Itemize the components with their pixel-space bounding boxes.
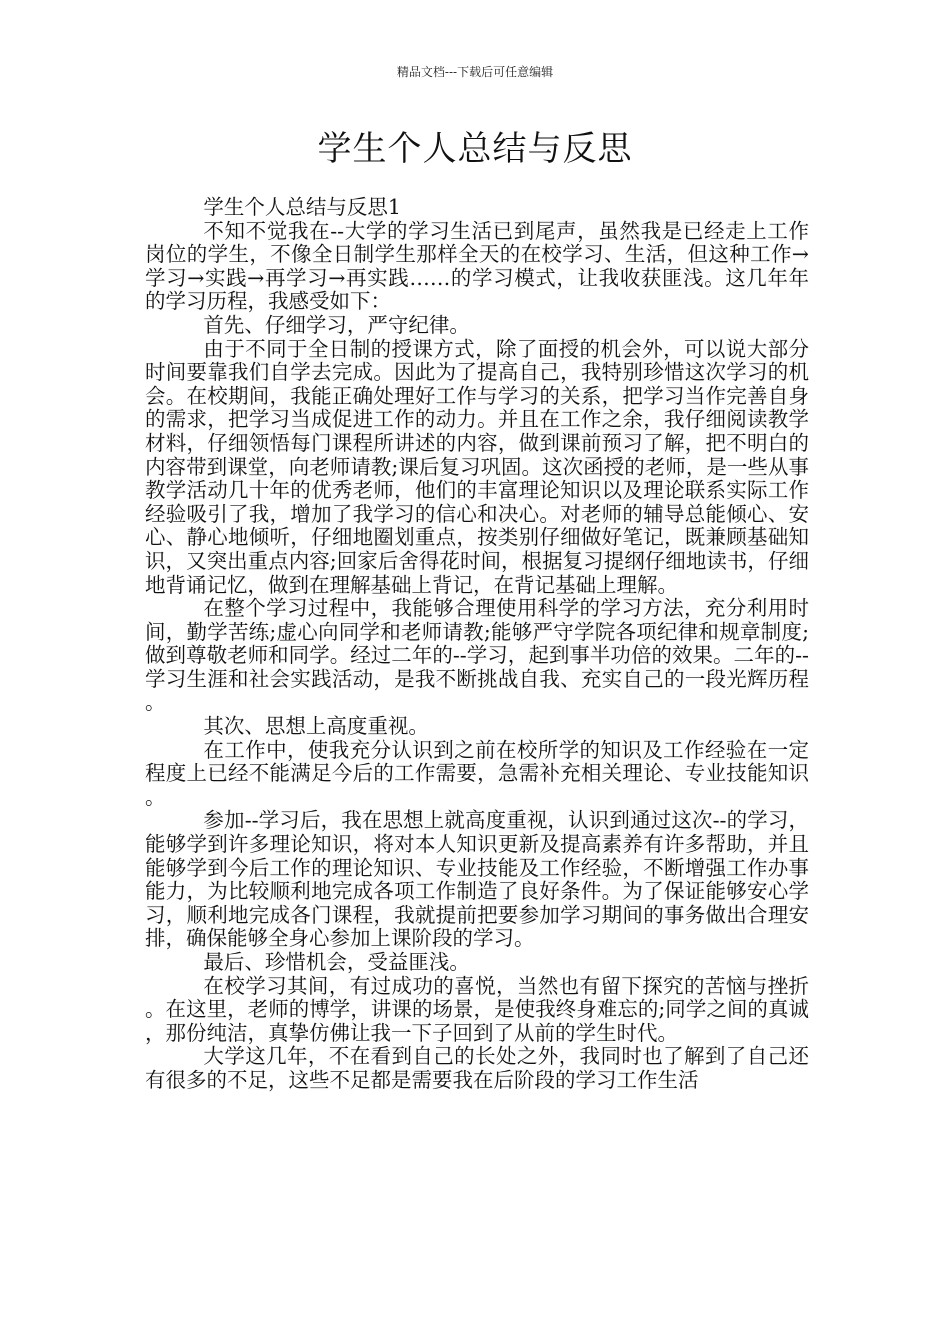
section-heading: 学生个人总结与反思1 [203,195,401,219]
paragraph: 不知不觉我在--大学的学习生活已到尾声，虽然我是已经走上工作岗位的学生，不像全日制学生那样全天的在校学习、生活，但这种工作→学习→实践→再学习→再实践……的学习模式，让我收获匪浅。这几年年的学习历程，我感受如下： [145,218,809,314]
paragraph: 由于不同于全日制的授课方式，除了面授的机会外，可以说大部分时间要靠我们自学去完成。因此为了提高自己，我特别珍惜这次学习的机会。在校期间，我能正确处理好工作与学习的关系，把学习当作完善自身的需求，把学习当成促进工作的动力。并且在工作之余，我仔细阅读教学材料，仔细领悟每门课程所讲述的内容，做到课前预习了解，把不明白的内容带到课堂，向老师请教;课后复习巩固。这次函授的老师，是一些从事教学活动几十年的优秀老师，他们的丰富理论知识以及理论联系实际工作经验吸引了我，增加了我学习的信心和决心。对老师的辅导总能倾心、安心、静心地倾听，仔细地圈划重点，按类别仔细做好笔记，既兼顾基础知识，又突出重点内容;回家后舍得花时间，根据复习提纲仔细地读书，仔细地背诵记忆，做到在理解基础上背记，在背记基础上理解。 [145,336,809,597]
paragraph: 大学这几年，不在看到自己的长处之外，我同时也了解到了自己还有很多的不足，这些不足都是需要我在后阶段的学习工作生活 [145,1044,809,1092]
paragraph: 在校学习其间，有过成功的喜悦，当然也有留下探究的苦恼与挫折。在这里，老师的博学，讲课的场景，是使我终身难忘的;同学之间的真诚，那份纯洁，真挚仿佛让我一下子回到了从前的学生时代。 [145,973,809,1045]
paragraph: 在整个学习过程中，我能够合理使用科学的学习方法，充分利用时间，勤学苦练;虚心向同学和老师请教;能够严守学院各项纪律和规章制度;做到尊敬老师和同学。经过二年的--学习，起到事半功倍的效果。二年的--学习生涯和社会实践活动，是我不断挑战自我、充实自己的一段光辉历程。 [145,596,809,715]
document-body [145,196,809,1093]
header-note: 精品文档---下载后可任意编辑 [396,65,554,79]
paragraph: 在工作中，使我充分认识到之前在校所学的知识及工作经验在一定程度上已经不能满足今后的工作需要，急需补充相关理论、专业技能知识。 [145,737,809,809]
document-title: 学生个人总结与反思 [317,129,633,169]
subheading: 最后、珍惜机会，受益匪浅。 [203,950,470,974]
subheading: 首先、仔细学习，严守纪律。 [203,312,470,337]
subheading: 其次、思想上高度重视。 [203,714,429,739]
paragraph: 参加--学习后，我在思想上就高度重视，认识到通过这次--的学习，能够学到许多理论知识，将对本人知识更新及提高素养有许多帮助，并且能够学到今后工作的理论知识、专业技能及工作经验，不断增强工作办事能力，为比较顺利地完成各项工作制造了良好条件。为了保证能够安心学习，顺利地完成各门课程，我就提前把要参加学习期间的事务做出合理安排，确保能够全身心参加上课阶段的学习。 [145,808,809,951]
